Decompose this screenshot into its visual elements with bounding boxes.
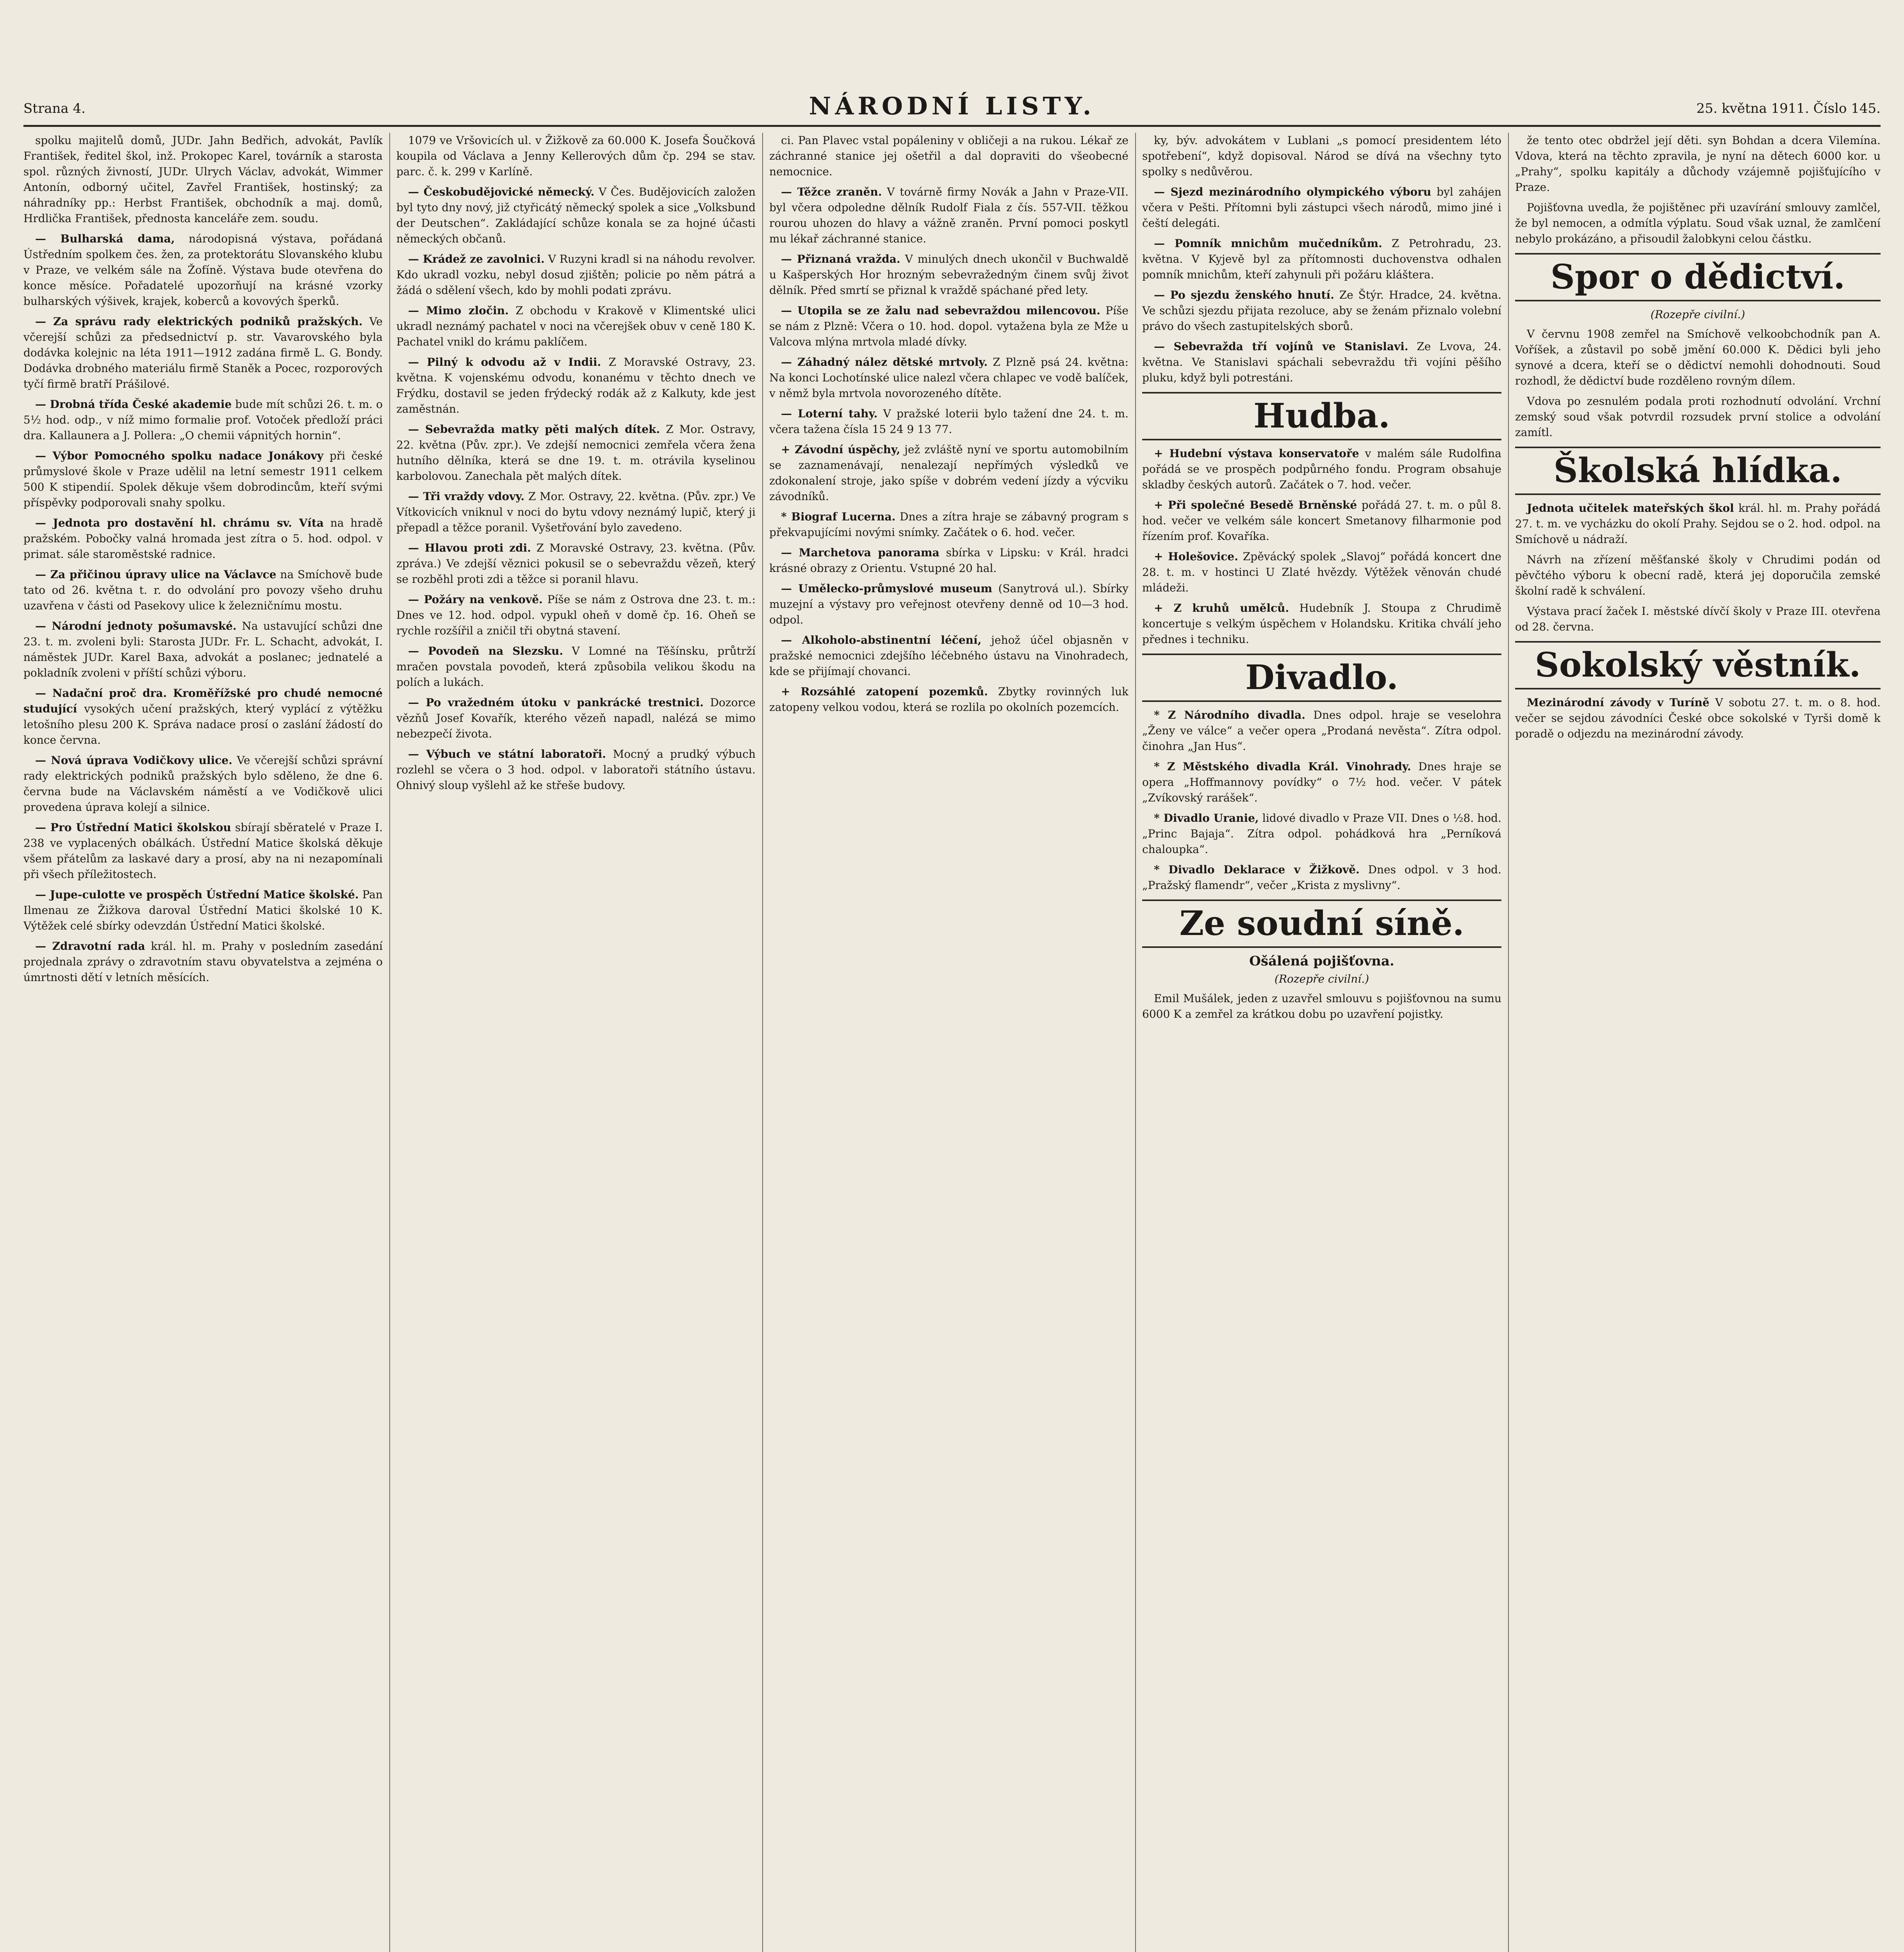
section-heading: Ze soudní síně. [1142, 899, 1501, 948]
page-header [23, 78, 1881, 127]
article-paragraph [396, 695, 756, 742]
article-text: Ze Lvova, 24. května. Ve Stanislavi spáchali sebevraždu tři vojíni pěšího pluku, když byli potrestáni. [1142, 340, 1501, 384]
article-text: král. hl. m. Prahy v posledním zasedání projednala zprávy o zdravotním stavu obyvatelstva a zejména o úmrtnosti dětí v letních měsících. [23, 940, 383, 984]
article-text: vysokých učení pražských, který vyplácí z výtěžku letošního plesu 200 K. Správa nadace prosí o zaslání žádostí do konce června. [23, 702, 383, 746]
article-lead: — Krádež ze zavolnici. [408, 253, 545, 265]
article-text: Na ustavující schůzi dne 23. t. m. zvoleni byli: Starosta JUDr. Fr. L. Schacht, advokát, I. náměstek JUDr. Karel Baxa, advokát a poslanec; jednatelé a pokladník zvoleni v příští schůzi výboru. [23, 620, 383, 679]
article-lead: — Výbuch ve státní laboratoři. [408, 748, 606, 760]
article-subtitle: (Rozepře civilní.) [1274, 972, 1369, 985]
article-lead: + Holešovice. [1154, 550, 1238, 563]
article-paragraph [396, 643, 756, 690]
article-text: Návrh na zřízení měšťanské školy v Chrudimi podán od pěvčtého výboru k obecní radě, která jej doporučila zemské školní radě k schválení. [1515, 553, 1881, 597]
article-text: pořádá 27. t. m. o půl 8. hod. večer ve velkém sále koncert Smetanovy filharmonie pod řízením prof. Kovaříka. [1142, 499, 1501, 543]
article-lead: — Drobná třída České akademie [35, 398, 232, 411]
article-lead: — Povodeň na Slezsku. [408, 645, 563, 657]
article-paragraph [23, 231, 383, 309]
article-text: v malém sále Rudolfina pořádá se ve prospěch podpůrného fondu. Program obsahuje skladby českých autorů. Začátek o 7. hod. večer. [1142, 447, 1501, 491]
article-lead: — Zdravotní rada [35, 940, 145, 953]
article-paragraph [769, 509, 1128, 540]
page-number-label: Strana 4. [23, 101, 86, 116]
article-paragraph [769, 251, 1128, 298]
article-paragraph [23, 618, 383, 681]
article-text: král. hl. m. Prahy pořádá 27. t. m. ve vycházku do okolí Prahy. Sejdou se o 2. hod. odpol. na Smíchově u nádraží. [1515, 502, 1881, 546]
section-heading: Sokolský věstník. [1515, 641, 1881, 689]
column-divider [762, 133, 763, 1952]
article-lead: — Mimo zločin. [408, 304, 509, 317]
article-lead: — Za přičinou úpravy ulice na Václavce [35, 568, 276, 581]
article-text: ky, býv. advokátem v Lublani „s pomocí presidentem léto spotřebení“, když dopisoval. Národ se dívá na všechny tyto spolky s nedůvěrou. [1142, 134, 1501, 178]
article-paragraph [396, 592, 756, 639]
article-text: Z obchodu v Krakově v Klimentské ulici ukradl neznámý pachatel v noci na včerejšek obuv v ceně 180 K. Pachatel vnikl do krámu paklíčem. [396, 304, 756, 348]
article-paragraph [769, 442, 1128, 504]
article-paragraph [23, 939, 383, 985]
article-paragraph [1515, 133, 1881, 195]
article-paragraph [23, 686, 383, 748]
column-4 [1142, 133, 1501, 1952]
article-lead: — Záhadný nález dětské mrtvoly. [781, 356, 988, 369]
article-text: Pan Ilmenau ze Žižkova daroval Ústřední Matici školské 10 K. Výtěžek celé sbírky odevzdán Ústřední Matici školské. [23, 888, 383, 932]
article-paragraph [396, 540, 756, 587]
article-paragraph [1142, 991, 1501, 1022]
article-text: Z Mor. Ostravy, 22. května (Pův. zpr.). Ve zdejší nemocnici zemřela včera žena hutního dělníka, která se dne 19. t. m. otrávila kyselinou karbolovou. Zanechala pět malých dítek. [396, 423, 756, 483]
article-text: 1079 ve Vršovicích ul. v Žižkově za 60.000 K. Josefa Šoučková koupila od Václava a Jenny Kellerových dům čp. 294 se stav. parc. č. k. 299 v Karlíně. [396, 134, 756, 178]
article-paragraph [1142, 446, 1501, 493]
article-lead: + Rozsáhlé zatopení pozemků. [781, 685, 988, 698]
article-text: sbírají sběratelé v Praze I. 238 ve vyplacených obálkách. Ústřední Matice školská děkuje všem přátelům za laskavé dary a prosí, aby na ni nezapomínali při všech příležitostech. [23, 821, 383, 881]
article-lead: — Marchetova panorama [781, 546, 940, 559]
column-divider [1135, 133, 1136, 1952]
article-paragraph [396, 489, 756, 536]
article-lead: — Za správu rady elektrických podniků pražských. [35, 315, 363, 328]
article-text: Zbytky rovinných luk zatopeny velkou vodou, která se rozlila po okolních pozemcích. [769, 685, 1128, 714]
article-lead: — Těžce zraněn. [781, 185, 882, 198]
article-text: ci. Pan Plavec vstal popáleniny v obličeji a na rukou. Lékař ze záchranné stanice jej ošetřil a dal dopraviti do všeobecné nemocnice. [769, 134, 1128, 178]
article-paragraph [1515, 604, 1881, 635]
article-text: Z Plzně psá 24. května: Na konci Lochotínské ulice nalezl včera chlapec ve vodě balíček, v němž byla mrtvola novorozeného dítěte. [769, 356, 1128, 400]
article-text: Z Mor. Ostravy, 22. května. (Pův. zpr.) Ve Vítkovicích vniknul v noci do bytu vdovy neznámý lupič, který ji přepadl a těžce poranil. Vyšetřování bylo zavedeno. [396, 490, 756, 534]
article-title: Ošálená pojišťovna. [1249, 953, 1394, 969]
article-lead: — Přiznaná vražda. [781, 253, 900, 265]
column-2 [396, 133, 756, 1952]
article-lead: — Umělecko-průmyslové museum [781, 582, 992, 595]
article-text: Píše se nám z Plzně: Včera o 10. hod. dopol. vytažena byla ze Mže u Valcova mlýna mrtvola mladé dívky. [769, 304, 1128, 348]
article-lead: * Divadlo Deklarace v Žižkově. [1154, 863, 1360, 876]
article-paragraph [23, 820, 383, 882]
article-text: Z Moravské Ostravy, 23. května. K vojenskému odvodu, konanému v těchto dnech ve Frýdku, dostavil se jeden frýdecký rodák až z Kalkuty, kde jest zaměstnán. [396, 356, 756, 415]
article-lead: — Požáry na venkově. [408, 593, 543, 606]
article-text: Výstava prací žaček I. městské dívčí školy v Praze III. otevřena od 28. června. [1515, 605, 1881, 633]
article-lead: — Sjezd mezinárodního olympického výboru [1154, 185, 1432, 198]
article-text: Ve včerejší schůzi za předsednictví p. str. Vavarovského byla dodávka kolejnic na léta 1911—1912 zadána firmě L. G. Bondy. Dodávka drobného materiálu firmě Staněk a Pocec, rozporových tyčí firmě bratří Prášilové. [23, 315, 383, 390]
article-paragraph [1142, 339, 1501, 386]
section-heading: Hudba. [1142, 392, 1501, 440]
article-lead: Jednota učitelek mateřských škol [1527, 502, 1734, 515]
article-lead: — Tři vraždy vdovy. [408, 490, 525, 503]
article-lead: * Z Městského divadla Král. Vinohrady. [1154, 760, 1411, 773]
newspaper-masthead: NÁRODNÍ LISTY. [809, 92, 1095, 120]
article-paragraph [769, 406, 1128, 437]
article-lead: — Nadační proč dra. Kroměřížské pro chudé nemocné studující [23, 687, 383, 715]
article-text: národopisná výstava, pořádaná Ústředním spolkem čes. žen, za protektorátu Slovanského klubu v Praze, ve velkém sále na Žofíně. Výstava bude otevřena do konce měsíce. Pořadatelé upozorňují na krásné vzorky bulharských výšivek, krajek, koberců a kovových šperků. [23, 232, 383, 308]
article-paragraph [23, 887, 383, 934]
article-paragraph [769, 545, 1128, 576]
article-lead: — Jednota pro dostavění hl. chrámu sv. Víta [35, 516, 324, 529]
article-paragraph [769, 684, 1128, 715]
article-text: Hudebník J. Stoupa z Chrudimě koncertuje s velkým úspěchem v Holandsku. Kritika chválí jeho přednes i techniku. [1142, 602, 1501, 646]
article-paragraph [1142, 287, 1501, 334]
article-paragraph [23, 515, 383, 562]
article-paragraph [1142, 862, 1501, 893]
article-text: V Lomné na Těšínsku, průtrží mračen povstala povodeň, která způsobila velikou škodu na polích a lukách. [396, 645, 756, 689]
column-3 [769, 133, 1128, 1952]
article-text: Z Petrohradu, 23. května. V Kyjevě byl za přítomnosti duchovenstva odhalen pomník mnichům, kteří zahynuli při požáru kláštera. [1142, 237, 1501, 281]
column-1 [23, 133, 383, 1952]
article-lead: — Po vražedném útoku v pankrácké trestnici. [408, 696, 704, 709]
article-paragraph [769, 581, 1128, 628]
article-lead: + Při společné Besedě Brněnské [1154, 499, 1357, 511]
article-paragraph [1142, 497, 1501, 544]
article-paragraph [23, 753, 383, 815]
article-text: Ze Štýr. Hradce, 24. května. Ve schůzi sjezdu přijata rezoluce, aby se ženám přiznalo volební právo do všech zastupitelských sborů. [1142, 289, 1501, 333]
article-lead: — Po sjezdu ženského hnutí. [1154, 289, 1334, 301]
article-paragraph [1515, 695, 1881, 742]
article-text: lidové divadlo v Praze VII. Dnes o ½8. hod. „Princ Bajaja“. Zítra odpol. pohádková hra „Perníková chaloupka“. [1142, 812, 1501, 856]
article-paragraph [1142, 600, 1501, 647]
article-text: Vdova po zesnulém podala proti rozhodnutí odvolání. Vrchní zemský soud však potvrdil rozsudek první stolice a odvolání zamítl. [1515, 395, 1881, 439]
article-lead: — Výbor Pomocného spolku nadace Jonákovy [35, 449, 324, 462]
section-heading: Školská hlídka. [1515, 447, 1881, 495]
article-lead: Mezinárodní závody v Turíně [1527, 696, 1710, 709]
article-text: jež zvláště nyní ve sportu automobilním se zaznamenávají, nenalezají nepřímých výsledků ve zdokonalení stroje, jako spíše v dobrém vedení jízdy a výcviku závodníků. [769, 443, 1128, 503]
article-paragraph [396, 184, 756, 247]
article-lead: — Národní jednoty pošumavské. [35, 620, 237, 632]
article-lead: — Alkoholo-abstinentní léčení, [781, 634, 982, 647]
article-lead: — Loterní tahy. [781, 407, 878, 420]
article-text: Z Moravské Ostravy, 23. května. (Pův. zpráva.) Ve zdejší věznici pokusil se o sebevraždu vězeň, který se rozběhl proti zdi a těžce si poranil hlavu. [396, 541, 756, 586]
article-paragraph [23, 448, 383, 511]
article-lead: * Z Národního divadla. [1154, 709, 1306, 721]
article-paragraph [396, 133, 756, 180]
article-paragraph [1515, 200, 1881, 247]
article-lead: — Českobudějovické německý. [408, 185, 595, 198]
article-text: byl zahájen včera v Pešti. Přítomni byli zástupci všech národů, mimo jiné i čeští delegáti. [1142, 185, 1501, 230]
article-paragraph [1142, 549, 1501, 596]
article-paragraph [769, 303, 1128, 350]
article-text: V minulých dnech ukončil v Buchwaldě u Kašperských Hor hrozným sebevražedným činem svůj život dělník. Před smrtí se přiznal k vraždě spáchané před lety. [769, 253, 1128, 297]
article-lead: — Jupe-culotte ve prospěch Ústřední Matice školské. [35, 888, 359, 901]
article-paragraph [769, 133, 1128, 180]
article-paragraph [1142, 707, 1501, 754]
article-paragraph [769, 354, 1128, 401]
article-text: Dnes odpol. v 3 hod. „Pražský flamendr“, večer „Krista z myslivny“. [1142, 863, 1501, 892]
article-lead: + Závodní úspěchy, [781, 443, 900, 456]
article-paragraph [1142, 236, 1501, 283]
section-heading: Spor o dědictví. [1515, 253, 1881, 301]
article-paragraph [23, 133, 383, 226]
article-text: V továrně firmy Novák a Jahn v Praze-VII. byl včera odpoledne dělník Rudolf Fiala z čís. 557-VII. těžkou rourou uhozen do hlavy a vážně zraněn. První pomoci poskytl mu lékař záchranné stanice. [769, 185, 1128, 245]
article-lead: — Utopila se ze žalu nad sebevraždou milencovou. [781, 304, 1100, 317]
article-text: Píše se nám z Ostrova dne 23. t. m.: Dnes ve 12. hod. odpol. vypukl oheň v domě čp. 16. Oheň se rychle rozšířil a zničil tři obytná stavení. [396, 593, 756, 637]
article-columns [23, 133, 1881, 1952]
article-text: spolku majitelů domů, JUDr. Jahn Bedřich, advokát, Pavlík František, ředitel škol, inž. Prokopec Karel, továrník a starosta spol. různých živností, JUDr. Ulrych Václav, advokát, Wimmer Antonín, odborný učitel, Zavřel František, hostinský; za náhradníky pp.: Herbst František, obchodník a maj. domů, Hrdlička František, přednosta kanceláře zem. soudu. [23, 134, 383, 225]
article-lead: * Divadlo Uranie, [1154, 812, 1259, 825]
article-paragraph [769, 632, 1128, 679]
article-paragraph [1515, 394, 1881, 440]
article-subtitle: (Rozepře civilní.) [1650, 308, 1745, 321]
article-lead: + Hudební výstava konservatoře [1154, 447, 1359, 460]
issue-date: 25. května 1911. Číslo 145. [1696, 101, 1881, 116]
article-paragraph [1515, 326, 1881, 389]
article-lead: — Sebevražda matky pěti malých dítek. [408, 423, 660, 436]
article-lead: — Bulharská dama, [35, 232, 175, 245]
article-paragraph [1142, 133, 1501, 180]
article-lead: — Sebevražda tří vojínů ve Stanislavi. [1154, 340, 1408, 353]
article-paragraph [23, 567, 383, 614]
article-lead: — Hlavou proti zdi. [408, 541, 531, 554]
article-paragraph [1515, 552, 1881, 599]
article-text: V sobotu 27. t. m. o 8. hod. večer se sejdou závodníci České obce sokolské v Tyrši domě k poradě o odjezdu na mezinárodní závody. [1515, 696, 1881, 740]
article-lead: + Z kruhů umělců. [1154, 602, 1289, 614]
article-paragraph [396, 422, 756, 484]
article-paragraph [1142, 810, 1501, 857]
article-paragraph [396, 303, 756, 350]
article-lead: * Biograf Lucerna. [781, 510, 896, 523]
article-paragraph [1142, 759, 1501, 806]
article-paragraph [769, 184, 1128, 247]
article-lead: — Pomník mnichům mučedníkům. [1154, 237, 1382, 250]
article-text: V Ruzyni kradl si na náhodu revolver. Kdo ukradl vozku, nebyl dosud zjištěn; policie po něm pátrá a žádá o sdělení všech, kdo by mohli podati zprávu. [396, 253, 756, 297]
article-text: Zpěvácký spolek „Slavoj“ pořádá koncert dne 28. t. m. v hostinci U Zlaté hvězdy. Výtěžek věnován chudé mládeži. [1142, 550, 1501, 594]
column-5 [1515, 133, 1881, 1952]
article-lead: — Pro Ústřední Matici školskou [35, 821, 231, 834]
column-divider [1508, 133, 1509, 1952]
article-paragraph [23, 314, 383, 392]
article-paragraph [1142, 184, 1501, 231]
article-text: na hradě pražském. Pobočky valná hromada jest zítra o 5. hod. odpol. v primat. sále staroměstské radnice. [23, 516, 383, 561]
article-paragraph [396, 251, 756, 298]
article-lead: — Pilný k odvodu až v Indii. [408, 356, 601, 369]
article-text: Dozorce vězňů Josef Kovařík, kterého vězeň napadl, nalézá se mimo nebezpečí života. [396, 696, 756, 740]
article-text: (Sanytrová ul.). Sbírky muzejní a výstavy pro veřejnost otevřeny denně od 10—3 hod. odpol. [769, 582, 1128, 626]
article-text: Dnes hraje se opera „Hoffmannovy povídky“ o 7½ hod. večer. V pátek „Zvíkovský rarášek“. [1142, 760, 1501, 804]
article-text: Dnes odpol. hraje se veselohra „Ženy ve válce“ a večer opera „Prodaná nevěsta“. Zítra odpol. činohra „Jan Hus“. [1142, 709, 1501, 753]
article-paragraph [23, 397, 383, 443]
article-paragraph [396, 746, 756, 793]
article-text: V pražské loterii bylo tažení dne 24. t. m. včera tažena čísla 15 24 9 13 77. [769, 407, 1128, 436]
article-text: jehož účel objasněn v pražské nemocnici zdejšího léčebného ústavu na Vinohradech, kde se přijímají chovanci. [769, 634, 1128, 678]
article-text: při české průmyslové škole v Praze udělil na letní semestr 1911 celkem 500 K stipendií. Spolek děkuje všem dobrodincům, kteří svými příspěvky podporovali snahy spolku. [23, 449, 383, 509]
article-text: na Smíchově bude tato od 26. května t. r. do odvolání pro povozy všeho druhu uzavřena v části od Pasekovy ulice k železničnímu mostu. [23, 568, 383, 612]
article-text: Mocný a prudký výbuch rozlehl se včera o 3 hod. odpol. v laboratoři státního ústavu. Ohnivý sloup vyšlehl až ke střeše budovy. [396, 748, 756, 792]
article-text: bude mít schůzi 26. t. m. o 5½ hod. odp., v níž mimo formalie prof. Votoček předloží práci dra. Kallaunera a J. Pollera: „O chemii vápnitých hornin“. [23, 398, 383, 442]
article-text: V Čes. Budějovicích založen byl tyto dny nový, již ctyřicátý německý spolek a sice „Volksbund der Deutschen“. Zakládající schůze konala se za hojné účasti německých občanů. [396, 185, 756, 245]
section-heading: Divadlo. [1142, 654, 1501, 702]
article-paragraph [396, 354, 756, 417]
article-text: V červnu 1908 zemřel na Smíchově velkoobchodník pan A. Voříšek, a zůstavil po sobě jmění 60.000 K. Dědici byli jeho synové a dcera, kteří se o dědictví nemohli dohodnouti. Soud rozhodl, že dědictví bude rozděleno rovným dílem. [1515, 328, 1881, 387]
article-text: Dnes a zítra hraje se zábavný program s překvapujícími novými snímky. Začátek o 6. hod. večer. [769, 510, 1128, 539]
article-text: Emil Mušálek, jeden z uzavřel smlouvu s pojišťovnou na sumu 6000 K a zemřel za krátkou dobu po uzavření pojistky. [1142, 992, 1501, 1021]
article-lead: — Nová úprava Vodičkovy ulice. [35, 754, 232, 767]
column-divider [389, 133, 390, 1952]
article-paragraph [1515, 500, 1881, 547]
article-text: Pojišťovna uvedla, že pojištěnec při uzavírání smlouvy zamlčel, že byl nemocen, a odmítla výplatu. Soud však uznal, že zamlčení nebylo prokázáno, a přisoudil žalobkyni celou částku. [1515, 201, 1881, 245]
article-text: Ve včerejší schůzi správní rady elektrických podniků pražských bylo sděleno, že dne 6. června bude na Václavském náměstí a ve Vodičkově ulici provedena úprava kolejí a silnice. [23, 754, 383, 814]
article-text: že tento otec obdržel její děti. syn Bohdan a dcera Vilemína. Vdova, která na těchto zpravila, je nyní na dětech 6000 kor. u „Prahy“, spolku kapitály a důchody vzájemně pojišťujícího v Praze. [1515, 134, 1881, 194]
article-text: sbírka v Lipsku: v Král. hradci krásné obrazy z Orientu. Vstupné 20 hal. [769, 546, 1128, 575]
